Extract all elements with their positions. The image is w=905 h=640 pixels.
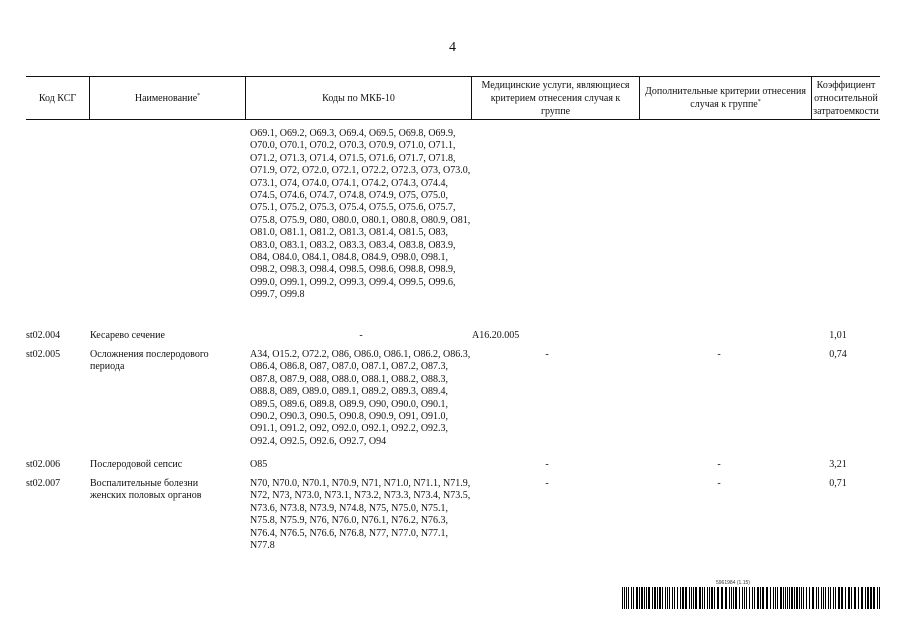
row-mkb: O85 [250, 459, 268, 470]
row-services: - [545, 349, 549, 360]
row-code: st02.005 [26, 349, 61, 360]
header-additional: Дополнительные критерии отнесения случая к группе* [640, 77, 812, 119]
row-name: Воспалительные болезни женских половых органов [90, 478, 202, 502]
row-additional: - [717, 349, 721, 360]
barcode-icon [622, 587, 880, 609]
barcode-number: 5961984 (1.15) [716, 580, 750, 586]
row-coefficient: 3,21 [829, 459, 847, 470]
row-name: Кесарево сечение [90, 330, 165, 341]
row-additional: - [717, 459, 721, 470]
row-code: st02.006 [26, 459, 61, 470]
row-code: st02.007 [26, 478, 61, 489]
row-coefficient: 1,01 [829, 330, 847, 341]
row-code: st02.004 [26, 330, 61, 341]
header-name: Наименование* [90, 77, 246, 119]
row-name: Осложнения послеродового периода [90, 349, 209, 373]
continuation-mkb: O69.1, O69.2, O69.3, O69.4, O69.5, O69.8, O69.9, O70.0, O70.1, O70.2, O70.3, O70.9, O71.0, O71.1, O71.2, O71.3, O71.4, O71.5, O71.6, O71.7, O71.8, O71.9, O72, O72.0, O72.1, O72.2, O72.3, O73, O73.0, O73.1, O74, O74.0, O74.1, O74.2, O74.3, O74.4, O74.5, O74.6, O74.7, O74.8, O74.9, O75, O75.0, O75.1, O75.2, O75.3, O75.4, O75.5, O75.6, O75.7, O75.8, O75.9, O80, O80.0, O80.1, O80.8, O80.9, O81, O81.0, O81.1, O81.2, O81.3, O81.4, O81.5, O83, O83.0, O83.1, O83.2, O83.3, O83.4, O83.8, O83.9, O84, O84.0, O84.1, O84.8, O84.9, O98.0, O98.1, O98.2, O98.3, O98.4, O98.5, O98.6, O98.8, O98.9, O99.0, O99.1, O99.2, O99.3, O99.4, O99.5, O99.6, O99.7, O99.8 [250, 128, 471, 301]
row-services: A16.20.005 [472, 330, 520, 341]
row-mkb: A34, O15.2, O72.2, O86, O86.0, O86.1, O86.2, O86.3, O86.4, O86.8, O87, O87.0, O87.1, O87.2, O87.3, O87.8, O87.9, O88, O88.0, O88.1, O88.2, O88.3, O88.8, O89, O89.0, O89.1, O89.2, O89.3, O89.4, O89.5, O89.6, O89.8, O89.9, O90, O90.0, O90.1, O90.2, O90.3, O90.5, O90.8, O90.9, O91, O91.0, O91.1, O91.2, O92, O92.0, O92.1, O92.2, O92.3, O92.4, O92.5, O92.6, O92.7, O94 [250, 349, 471, 447]
row-additional: - [717, 478, 721, 489]
header-services: Медицинские услуги, являющиеся критерием отнесения случая к группе [472, 77, 640, 119]
table-header [26, 76, 880, 120]
header-code: Код КСГ [26, 77, 90, 119]
row-coefficient: 0,71 [829, 478, 847, 489]
header-coefficient: Коэффициент относительной затратоемкости [813, 79, 879, 117]
row-services: - [545, 459, 549, 470]
row-mkb: N70, N70.0, N70.1, N70.9, N71, N71.0, N71.1, N71.9, N72, N73, N73.0, N73.1, N73.2, N73.3, N73.4, N73.5, N73.6, N73.8, N73.9, N74.8, N75, N75.0, N75.1, N75.8, N75.9, N76, N76.0, N76.1, N76.2, N76.3, N76.4, N76.5, N76.6, N76.8, N77, N77.0, N77.1, N77.8 [250, 478, 471, 552]
row-coefficient: 0,74 [829, 349, 847, 360]
row-services: - [545, 478, 549, 489]
row-name: Послеродовой сепсис [90, 459, 183, 470]
header-mkb: Коды по МКБ-10 [246, 77, 472, 119]
page-number: 4 [449, 40, 456, 55]
row-mkb: - [359, 330, 363, 341]
